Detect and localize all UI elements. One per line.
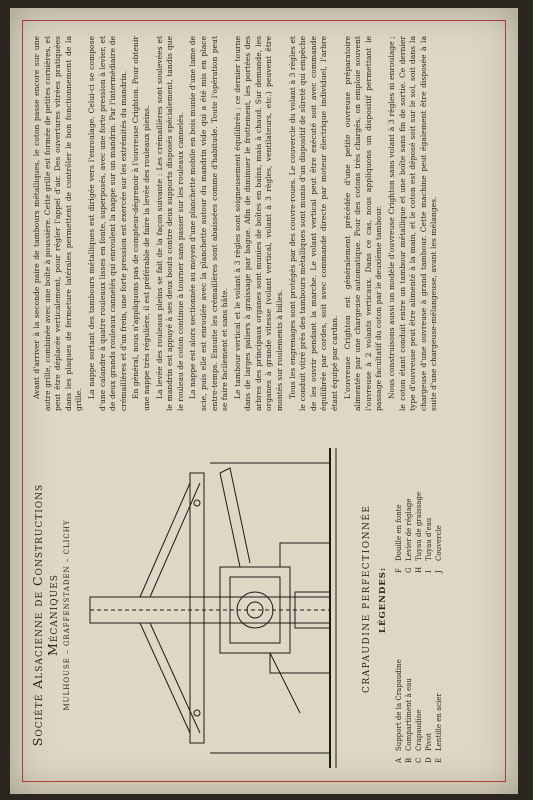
legend-column-2 xyxy=(394,492,444,573)
legend-row: GLevier de réglage xyxy=(405,498,413,573)
company-name: Société Alsacienne de Constructions Mécaniques xyxy=(30,483,60,747)
paragraph: La nappe sortant des tambours métalliques est dirigée vers l'enroulage. Celui-ci se compose d'une calandre à quatre rouleaux lisses en fonte, superposés, avec une forte pression à levier, et de deux grands rouleaux cannelés qui enroulent la nappe sur un mandrin. Par l'intermédiaire de crémaillères et d'un frein, une forte pression est exercée sur les extrémités du mandrin. xyxy=(86,36,128,411)
legend-row: ITuyau d'eau xyxy=(425,517,433,573)
paragraph: Nous construisons aussi un modèle d'ouvreuse Crighton sans volant à 3 règles ni enroulage ; le coton étant conduit entre un tambour métallique et une boîte sans fin de sortie. Ce dernier type d'ouvreuse peut être alimenté à la main, et le coton est déposé soit sur le sol, soit dans la chargeuse d'une ouvreuse à grand tambour. Cette machine peut également être disposée à la suite d'une chargeuse-mélangeuse, avant les mélanges. xyxy=(387,36,439,411)
legend-title: LÉGENDES: xyxy=(378,566,388,633)
rotated-content xyxy=(22,23,506,783)
paragraph: En général, nous n'appliquons pas de compteur-dégrenoir à l'ouvreuse Crighton. Pour obtenir une nappe très régulière, il est préférable de faire la levée des rouleaux pleins. xyxy=(131,36,151,411)
paragraph: La levée des rouleaux pleins se fait de la façon suivante : Les crémaillères sont soulevées et le mandrin est appuyé à ses deux bouts contre deux supports disposés spécialement, tandis que le rouleau de coton continue à tourner sans passer sur les rouleaux cannelés. xyxy=(154,36,185,411)
page-header xyxy=(30,465,71,765)
legend-row: ASupport de la Crapaudine xyxy=(395,659,403,763)
legend-row: BCompartiment à eau xyxy=(405,678,413,763)
legend-column-1 xyxy=(394,659,444,763)
paragraph: Tous les engrenages sont protégés par des couvre-roues. Le couvercle du volant à 3 règles et le conduit vitré près des tambours métalliques sont munis d'un dispositif de sûreté qui empêche de les ouvrir pendant la marche. Le volant vertical peut être exécuté soit avec commande équilibrée par cordes, soit avec commande directe par moteur électrique individuel, l'arbre étant équipé par cardan. xyxy=(287,36,340,411)
paragraph: L'ouvreuse Crighton est généralement précédée d'une petite ouvreuse préparatoire alimentée par une chargeuse automatique. Pour des cotons très chargés, on emploie souvent l'ouvreuse à 2 volants verticaux. Dans ce cas, nous appliquons un dispositif permettant le passage facultatif du coton par le deuxième tambour. xyxy=(342,36,384,411)
legend-row: CCrapaudine xyxy=(415,709,423,763)
book-page xyxy=(10,8,518,794)
technical-drawing xyxy=(70,443,360,773)
legend-row: DPivot xyxy=(425,733,433,763)
paragraph: La nappe est alors sectionnée au moyen d'une planchette mobile en bois munie d'une lame de scie, puis elle est enroulée avec la planchette autour du mandrin vide qui a été mis en place entre-temps. Ensuite les crémaillères sont abaissées comme d'habitude. Toute l'opération peut se faire facilement et sans hâte. xyxy=(188,36,230,411)
legend-row: ELentille en acier xyxy=(435,693,443,763)
paragraph: Le tambour vertical et le volant à 3 règles sont soigneusement équilibrés ; ce dernier tourne dans de larges paliers à graissage par bague. Afin de diminuer le frottement, les portées des arbres des principaux organes sont munies de boîtes en bains, mais à chaud. Sur demande, les organes à grande vitesse (volant vertical, volant à 3 règles, ventilateurs, etc.) peuvent être montés sur roulements à billes. xyxy=(232,36,285,411)
legend-row: FDouille en fonte xyxy=(395,504,403,573)
legend-row: HTuyau de graissage xyxy=(415,491,423,573)
figure-title: CRAPAUDINE PERFECTIONNÉE xyxy=(362,504,372,693)
legend-row: JCouvercle xyxy=(435,525,443,573)
company-locations: MULHOUSE – GRAFFENSTADEN – CLICHY xyxy=(63,519,71,711)
body-text xyxy=(32,36,502,411)
paragraph: Avant d'arriver à la seconde paire de tambours métalliques, le coton passe encore sur une autre grille, combinée avec une boîte à poussière. Cette grille est formée de petites cornières, et peut être déplacée verticalement, pour régler l'appel d'air. Des ouvertures vitrées pratiquées dans les plaques de fermeture latérales permettent de contrôler le bon fonctionnement de la grille. xyxy=(32,36,84,411)
